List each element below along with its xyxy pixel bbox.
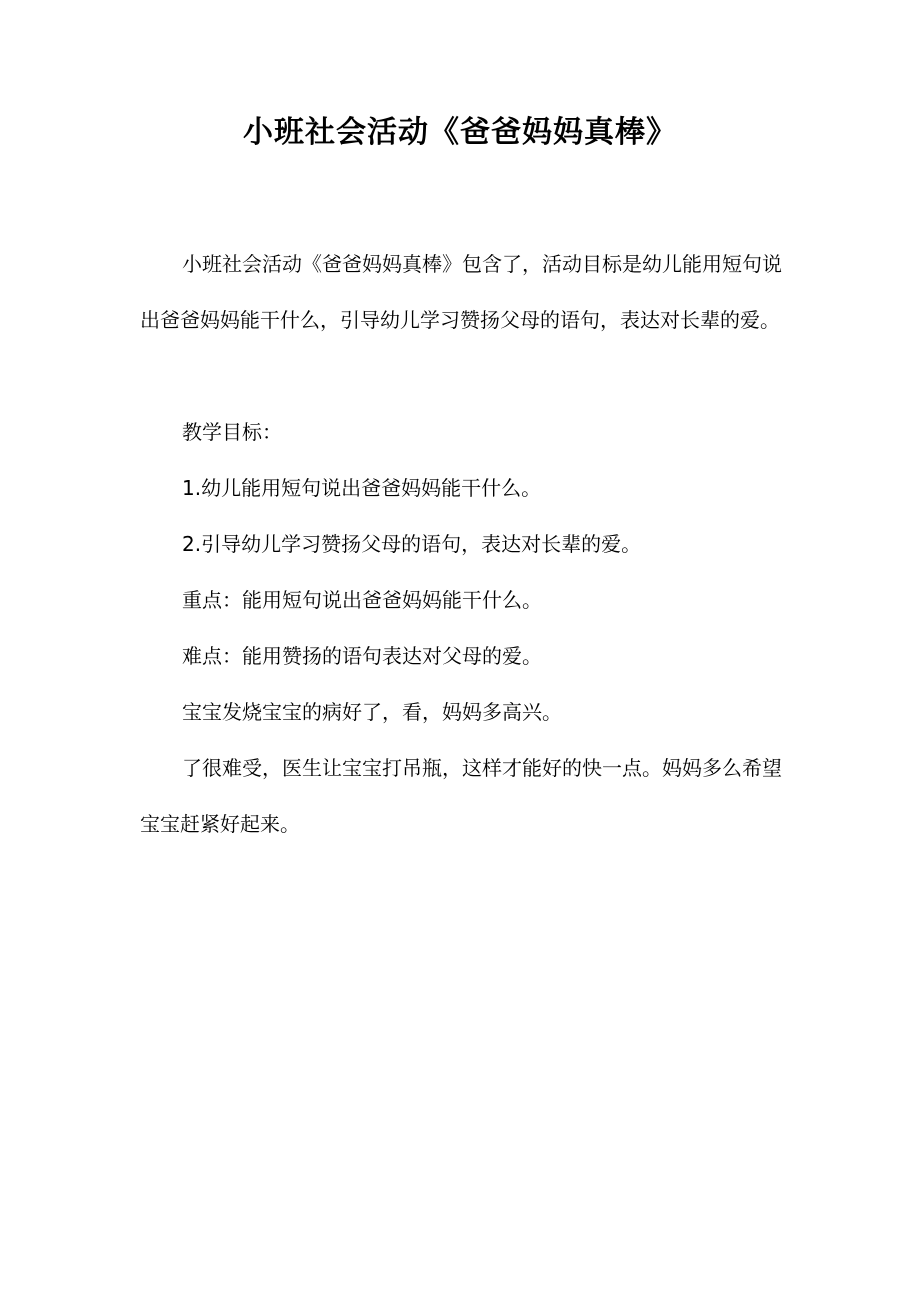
- difficulty-paragraph: 难点：能用赞扬的语句表达对父母的爱。: [182, 644, 542, 668]
- story-paragraph-2: 了很难受，医生让宝宝打吊瓶，这样才能好的快一点。妈妈多么希望宝宝赶紧好起来。: [140, 756, 782, 836]
- intro-paragraph: 小班社会活动《爸爸妈妈真棒》包含了，活动目标是幼儿能用短句说出爸爸妈妈能干什么，引导幼儿学习赞扬父母的语句，表达对长辈的爱。: [140, 252, 782, 332]
- teaching-goals-heading: 教学目标：: [182, 420, 282, 444]
- key-point-paragraph: 重点：能用短句说出爸爸妈妈能干什么。: [182, 588, 542, 612]
- goal-item-2: 2.引导幼儿学习赞扬父母的语句，表达对长辈的爱。: [182, 532, 642, 556]
- document-title: 小班社会活动《爸爸妈妈真棒》: [243, 115, 677, 150]
- story-paragraph-1: 宝宝发烧宝宝的病好了，看，妈妈多高兴。: [182, 700, 562, 724]
- goal-item-1: 1.幼儿能用短句说出爸爸妈妈能干什么。: [182, 476, 542, 500]
